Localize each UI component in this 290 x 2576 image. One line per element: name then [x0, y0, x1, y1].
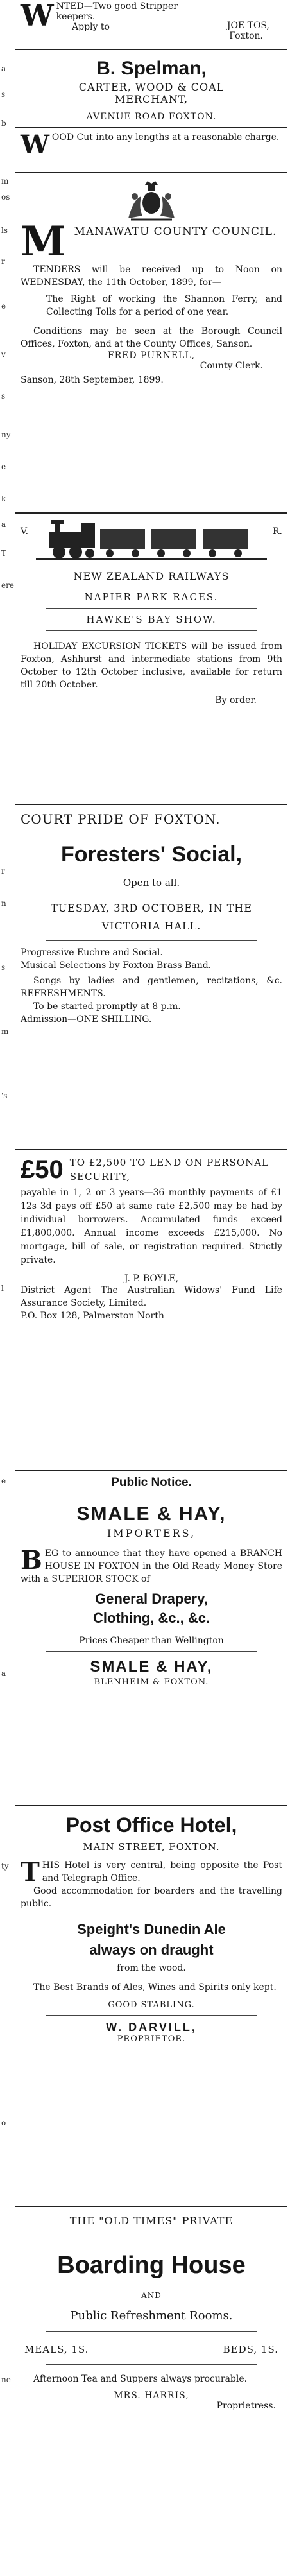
spelman-dropcap: W [21, 130, 49, 160]
spelman-name: B. Spelman, [96, 58, 207, 79]
hotel-dropcap: T [21, 1857, 40, 1887]
wanted-place: Foxton. [229, 31, 263, 41]
strip-fragment: a [1, 520, 6, 529]
hotel-stabling: GOOD STABLING. [108, 2000, 195, 2010]
railways-ad [15, 514, 287, 805]
foresters-line: To be started promptly at 8 p.m. [33, 1001, 181, 1012]
wanted-line: NTED—Two good Stripper [56, 1, 178, 12]
divider [46, 2331, 257, 2332]
loan-agency: District Agent The Australian Widows' Fund Life Assurance Society, Limited. [21, 1285, 282, 1308]
spelman-text: OOD Cut into any lengths at a reasonable charge. [51, 132, 280, 143]
advertisement-column [15, 0, 287, 2566]
strip-fragment: m [1, 177, 9, 186]
hotel-ale: always on draught [89, 1942, 214, 1958]
spelman-ad [15, 50, 287, 173]
council-dropcap: M [21, 218, 66, 266]
post-office-hotel-ad [15, 1806, 287, 2207]
hotel-text: HIS Hotel is very central, being opposite the Post and Telegraph Office. [42, 1860, 282, 1883]
railways-company: NEW ZEALAND RAILWAYS [73, 570, 230, 582]
public-notice-heading: Public Notice. [111, 1476, 192, 1489]
loan-body: payable in 1, 2 or 3 years—36 monthly payments of £1 12s 3d pays off £50 at same rate £2,500 may be had by individual borrowers. Accumulated funds exceed £1,800,000. Annual income exceeds £215,000. No mortgage, bill of sale, or registration required. Strictly private. [21, 1188, 282, 1265]
strip-fragment: 's [1, 1091, 8, 1100]
foresters-line: Progressive Euchre and Social. [21, 947, 163, 958]
strip-fragment: ls [1, 226, 8, 235]
strip-fragment: s [1, 90, 6, 99]
smale-hay-prices: Prices Cheaper than Wellington [79, 1636, 224, 1646]
council-signer-title: County Clerk. [200, 361, 263, 371]
smale-hay-firm: SMALE & HAY, [90, 1658, 213, 1675]
smale-hay-trade: IMPORTERS, [107, 1527, 196, 1539]
smale-hay-dropcap: B [21, 1545, 42, 1575]
hotel-ale: Speight's Dunedin Ale [77, 1921, 226, 1937]
foresters-line: Musical Selections by Foxton Brass Band. [21, 960, 212, 971]
wanted-dropcap: W [21, 0, 54, 33]
council-title: MANAWATU COUNTY COUNCIL. [74, 225, 277, 238]
railways-body: HOLIDAY EXCURSION TICKETS will be issued from Foxton, Ashhurst and intermediate stations from 9th October to 12th October inclusive, available for return till 20th October. [21, 641, 282, 690]
divider [46, 2015, 257, 2016]
spelman-trade: CARTER, WOOD & COAL [78, 81, 225, 93]
boarding-subtitle: Public Refreshment Rooms. [70, 2309, 233, 2322]
strip-fragment: ty [1, 1862, 9, 1871]
smale-hay-places: BLENHEIM & FOXTON. [94, 1677, 209, 1687]
strip-fragment: s [1, 392, 6, 401]
strip-fragment: v [1, 350, 6, 359]
royal-coat-of-arms-icon [119, 180, 183, 222]
strip-fragment: o [1, 2118, 6, 2127]
smale-hay-firm: SMALE & HAY, [76, 1503, 226, 1525]
strip-fragment: e [1, 462, 6, 471]
strip-fragment: os [1, 193, 10, 202]
foresters-line: Songs by ladies and gentlemen, recitations, &c. REFRESHMENTS. [21, 976, 282, 999]
strip-fragment: a [1, 1669, 6, 1678]
strip-fragment: e [1, 302, 6, 311]
strip-fragment: n [1, 899, 6, 908]
wanted-line: keepers. [56, 12, 96, 22]
boarding-and: AND [141, 2291, 162, 2300]
council-tenders: TENDERS will be received up to Noon on WEDNESDAY, the 11th October, 1899, for— [21, 264, 282, 288]
foresters-open: Open to all. [123, 877, 180, 888]
hotel-wood: from the wood. [117, 1963, 186, 1973]
council-date: Sanson, 28th September, 1899. [21, 375, 164, 385]
loan-agent-name: J. P. BOYLE, [124, 1274, 179, 1284]
divider [46, 2364, 257, 2365]
hotel-accommodation: Good accommodation for boarders and the travelling public. [21, 1886, 282, 1909]
strip-fragment: ere [1, 581, 14, 590]
train-r-letter: R. [273, 526, 282, 537]
foresters-title: Foresters' Social, [60, 842, 243, 867]
divider [46, 608, 257, 609]
hotel-title: Post Office Hotel, [65, 1813, 237, 1837]
railways-order: By order. [215, 695, 257, 705]
strip-fragment: T [1, 549, 7, 558]
divider [46, 1651, 257, 1652]
boarding-title: Boarding House [57, 2252, 246, 2279]
hotel-proprietor: W. DARVILL, [106, 2021, 197, 2034]
wanted-line: Apply to [72, 22, 110, 32]
hotel-brands: The Best Brands of Ales, Wines and Spirits only kept. [33, 1982, 277, 1993]
boarding-meals: MEALS, 1S. [24, 2344, 89, 2355]
strip-fragment: e [1, 1476, 6, 1485]
strip-fragment: b [1, 119, 6, 128]
railways-event: HAWKE'S BAY SHOW. [86, 614, 217, 625]
train-v-letter: V. [21, 526, 29, 537]
spelman-address: AVENUE ROAD FOXTON. [86, 112, 217, 122]
smale-hay-goods: Clothing, &c., &c. [92, 1610, 210, 1626]
strip-fragment: s [1, 963, 6, 972]
strip-fragment: ne [1, 2375, 11, 2384]
strip-fragment: ny [1, 430, 11, 439]
boarding-beds: BEDS, 1S. [223, 2344, 278, 2355]
strip-fragment: k [1, 494, 6, 503]
boarding-prices [21, 2337, 282, 2355]
hotel-proprietor-title: PROPRIETOR. [117, 2034, 186, 2044]
railways-event: NAPIER PARK RACES. [84, 591, 219, 603]
loans-ad [15, 1150, 287, 1471]
strip-fragment: a [1, 64, 6, 73]
divider [46, 940, 257, 941]
adjacent-column-edge [0, 0, 13, 2576]
hotel-address: MAIN STREET, FOXTON. [83, 1841, 220, 1853]
train-engraving [21, 517, 282, 569]
boarding-name: MRS. HARRIS, [114, 2390, 189, 2401]
boarding-house-ad [15, 2207, 287, 2566]
smale-hay-ad [15, 1471, 287, 1806]
strip-fragment: m [1, 1027, 9, 1036]
divider [46, 630, 257, 631]
boarding-heading: THE "OLD TIMES" PRIVATE [69, 2215, 234, 2227]
wanted-contact: JOE TOS, [226, 21, 269, 31]
council-tender-ad [15, 173, 287, 514]
strip-fragment: l [1, 1284, 4, 1293]
foresters-admission: Admission—ONE SHILLING. [21, 1014, 152, 1024]
smale-hay-goods: General Drapery, [95, 1591, 208, 1607]
council-conditions: Conditions may be seen at the Borough Council Offices, Foxton, and at the County Offices, Sanson. [21, 326, 282, 349]
boarding-tea: Afternoon Tea and Suppers always procurable. [33, 2374, 248, 2384]
loan-box: P.O. Box 128, Palmerston North [21, 1311, 164, 1321]
locomotive-icon [36, 520, 267, 562]
spelman-body [15, 127, 287, 160]
foresters-date: TUESDAY, 3RD OCTOBER, IN THE VICTORIA HALL. [51, 902, 252, 932]
spelman-trade: MERCHANT, [114, 93, 189, 105]
council-right: The Right of working the Shannon Ferry, and Collecting Tolls for a period of one year. [46, 294, 282, 317]
strip-fragment: r [1, 257, 5, 266]
wanted-ad [15, 0, 287, 50]
foresters-heading: COURT PRIDE OF FOXTON. [21, 811, 221, 827]
loan-head: TO £2,500 TO LEND ON PERSONAL SECURITY, [69, 1157, 269, 1182]
loan-amount: £50 [21, 1155, 64, 1184]
smale-hay-text: EG to announce that they have opened a BRANCH HOUSE IN FOXTON in the Old Ready Money Store with a SUPERIOR STOCK of [21, 1548, 282, 1584]
council-signer: FRED PURNELL, [107, 350, 196, 361]
strip-fragment: r [1, 867, 5, 876]
foresters-social-ad [15, 805, 287, 1150]
boarding-name-title: Proprietress. [216, 2401, 276, 2411]
